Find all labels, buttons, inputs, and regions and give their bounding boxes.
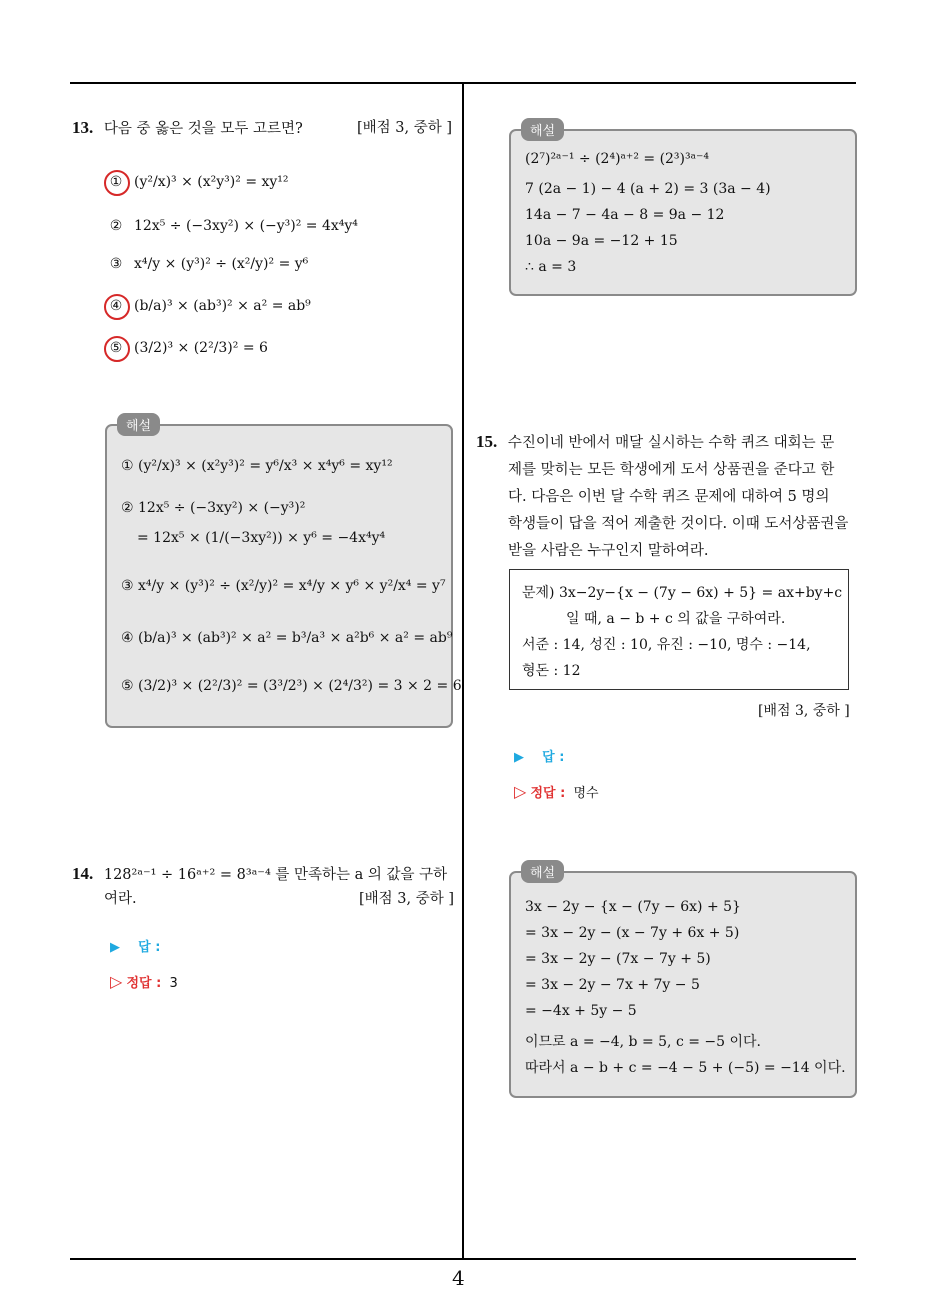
q14-answer-row[interactable]	[110, 936, 160, 955]
solution-line: ② 12x⁵ ÷ (−3xy²) × (−y³)²	[121, 500, 306, 516]
solution-line: 14a − 7 − 4a − 8 = 9a − 12	[525, 207, 725, 223]
problem-line: 일 때, a − b + c 의 값을 구하여라.	[566, 611, 786, 627]
choice-expr: (y²/x)³ × (x²y³)² = xy¹²	[134, 174, 289, 190]
solution-line: ③ x⁴/y × (y³)² ÷ (x²/y)² = x⁴/y × y⁶ × y²/x⁴ = y⁷	[121, 578, 446, 594]
choice-expr: x⁴/y × (y³)² ÷ (x²/y)² = y⁶	[134, 256, 309, 272]
solution-tag: 해설	[117, 413, 160, 436]
correct-value: 명수	[573, 786, 599, 801]
score-meta: [배점 3, 중하 ]	[758, 703, 850, 719]
hollow-triangle-icon: ▷	[514, 782, 527, 801]
score-meta: [배점 3, 중하 ]	[356, 120, 452, 136]
solution-line: = −4x + 5y − 5	[525, 1003, 637, 1019]
question-text: 수진이네 반에서 매달 실시하는 수학 퀴즈 대회는 문	[507, 435, 835, 451]
question-text-cont: 받을 사람은 누구인지 말하여라.	[508, 543, 709, 559]
choice-1[interactable]: ① (y²/x)³ × (x²y³)² = xy¹²	[106, 174, 289, 190]
red-circle-mark	[104, 294, 130, 320]
question-text-cont: 제를 맞히는 모든 학생에게 도서 상품권을 준다고 한	[508, 462, 835, 478]
solution-line: = 3x − 2y − (x − 7y + 6x + 5)	[525, 925, 740, 941]
question-text: 다음 중 옳은 것을 모두 고르면?	[103, 121, 303, 137]
question-number: 14.	[72, 864, 94, 883]
answer-label: 답 :	[138, 940, 161, 955]
question-13	[72, 116, 452, 141]
choice-4[interactable]: ④ (b/a)³ × (ab³)² × a² = ab⁹	[106, 298, 311, 314]
question-text-cont: 다. 다음은 이번 달 수학 퀴즈 문제에 대하여 5 명의	[508, 489, 830, 505]
choice-2[interactable]: ② 12x⁵ ÷ (−3xy²) × (−y³)² = 4x⁴y⁴	[109, 218, 358, 234]
column-divider	[462, 84, 464, 1260]
solution-line: = 3x − 2y − 7x + 7y − 5	[525, 977, 700, 993]
solution-tag: 해설	[521, 118, 564, 141]
correct-label: 정답 :	[530, 786, 566, 801]
q14-solution-box	[509, 124, 857, 296]
bottom-rule	[70, 1258, 856, 1260]
correct-value: 3	[169, 976, 178, 991]
question-14	[72, 862, 454, 911]
q15-problem-box	[509, 569, 849, 690]
choice-3[interactable]: ③ x⁴/y × (y³)² ÷ (x²/y)² = y⁶	[109, 256, 309, 272]
solution-line: ⑤ (3/2)³ × (2²/3)² = (3³/2³) × (2⁴/3²) = 3 × 2 = 6	[121, 678, 462, 694]
q13-solution-box	[105, 419, 462, 728]
score-meta: [배점 3, 중하 ]	[358, 891, 454, 907]
q15-solution-box	[509, 866, 857, 1098]
solution-line: = 12x⁵ × (1/(−3xy²)) × y⁶ = −4x⁴y⁴	[137, 530, 386, 546]
solution-line: 3x − 2y − {x − (7y − 6x) + 5}	[525, 899, 741, 915]
problem-line: 문제) 3x−2y−{x − (7y − 6x) + 5} = ax+by+c	[522, 585, 843, 601]
q14-correct-row	[110, 972, 178, 991]
choice-expr: (3/2)³ × (2²/3)² = 6	[134, 340, 268, 356]
solution-line: ∴ a = 3	[525, 259, 577, 275]
hollow-triangle-icon: ▷	[110, 972, 123, 991]
answer-label: 답 :	[542, 750, 565, 765]
question-number: 13.	[72, 118, 94, 137]
play-icon: ▶	[110, 940, 120, 955]
solution-line: 따라서 a − b + c = −4 − 5 + (−5) = −14 이다.	[525, 1060, 846, 1076]
solution-line: ① (y²/x)³ × (x²y³)² = y⁶/x³ × x⁴y⁶ = xy¹²	[121, 458, 393, 474]
q15-answer-row[interactable]	[514, 746, 564, 765]
red-circle-mark	[104, 170, 130, 196]
q15-correct-row	[514, 782, 599, 801]
q13-choices	[106, 166, 446, 376]
choice-expr: 12x⁵ ÷ (−3xy²) × (−y³)² = 4x⁴y⁴	[134, 218, 358, 234]
problem-line: 서준 : 14, 성진 : 10, 유진 : −10, 명수 : −14,	[522, 637, 811, 653]
solution-line: 이므로 a = −4, b = 5, c = −5 이다.	[525, 1034, 761, 1050]
solution-line: 7 (2a − 1) − 4 (a + 2) = 3 (3a − 4)	[525, 181, 771, 197]
solution-line: ④ (b/a)³ × (ab³)² × a² = b³/a³ × a²b⁶ × a² = ab⁹	[121, 630, 453, 646]
question-15	[476, 428, 860, 565]
page-number: 4	[452, 1266, 465, 1290]
play-icon: ▶	[514, 750, 524, 765]
question-number: 15.	[476, 432, 498, 451]
choice-5[interactable]: ⑤ (3/2)³ × (2²/3)² = 6	[106, 340, 268, 356]
solution-tag: 해설	[521, 860, 564, 883]
solution-line: (2⁷)²ᵃ⁻¹ ÷ (2⁴)ᵃ⁺² = (2³)³ᵃ⁻⁴	[525, 151, 710, 167]
question-text: 128²ᵃ⁻¹ ÷ 16ᵃ⁺² = 8³ᵃ⁻⁴ 를 만족하는 a 의 값을 구하	[103, 867, 448, 883]
choice-expr: (b/a)³ × (ab³)² × a² = ab⁹	[134, 298, 311, 314]
question-text-cont: 여라.	[104, 891, 137, 907]
red-circle-mark	[104, 336, 130, 362]
correct-label: 정답 :	[126, 976, 162, 991]
question-text-cont: 학생들이 답을 적어 제출한 것이다. 이때 도서상품권을	[508, 516, 849, 532]
solution-line: 10a − 9a = −12 + 15	[525, 233, 678, 249]
problem-line: 형돈 : 12	[522, 663, 581, 679]
solution-line: = 3x − 2y − (7x − 7y + 5)	[525, 951, 711, 967]
